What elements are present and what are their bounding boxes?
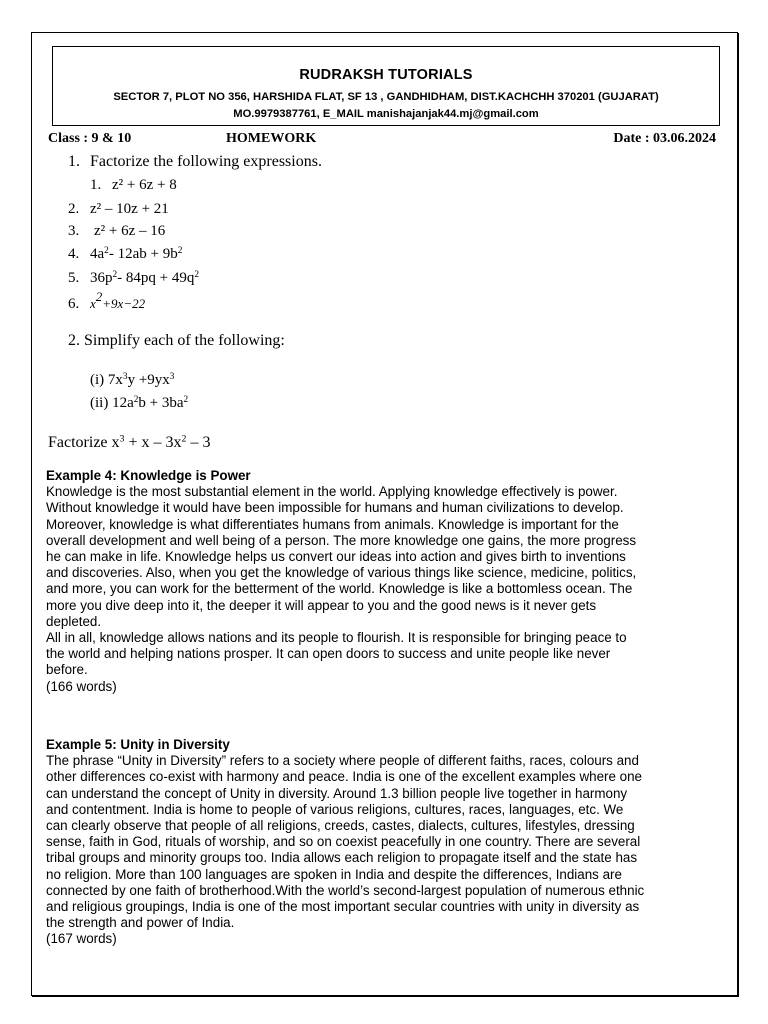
- example-4-line: Without knowledge it would have been impossible for humans and human civilizations to develop.: [46, 500, 624, 516]
- example-5-line: the strength and power of India.: [46, 915, 235, 931]
- example-4-line: depleted.: [46, 613, 102, 629]
- question-1-text: Factorize the following expressions.: [90, 153, 322, 170]
- q1-item-3-expr: z² + 6z – 16: [94, 223, 166, 239]
- example-4-heading: Example 4: Knowledge is Power: [46, 468, 251, 483]
- example-5-line: tribal groups and minority groups too. India allows each religion to propagate itself and the state has: [46, 850, 638, 866]
- q1-item-1: 1. z² + 6z + 8: [90, 177, 177, 193]
- example-5-word-count: (167 words): [46, 931, 117, 947]
- example-5-line: no religion. More than 100 languages are spoken in India and despite the differences, Indians are: [46, 866, 622, 882]
- example-5-line: can clearly observe that people of all religions, creeds, castes, dialects, cultures, lifestyles, dressing: [46, 818, 635, 834]
- example-4-line: overall development and well being of a person. The more knowledge one gains, the more progress: [46, 532, 637, 548]
- question-3: Factorize $x^3 + x - 3x^2 - 3$: [48, 433, 211, 451]
- institute-title: RUDRAKSH TUTORIALS: [299, 67, 473, 83]
- question-1-number: 1.: [68, 153, 80, 170]
- homework-label: HOMEWORK: [226, 131, 317, 146]
- header-box: [52, 46, 720, 126]
- q1-item-2: 2. z² – 10z + 21: [68, 201, 169, 217]
- example-5-line: and religious groupings, India is one of the most important secular countries with unity in diversity as: [46, 899, 640, 915]
- example-5: [46, 737, 726, 948]
- q1-item-3: 3. z² + 6z – 16: [68, 223, 166, 239]
- example-5-line: and contentment. India is home to people of various religions, cultures, races, languages, etc. We: [46, 801, 624, 817]
- q1-item-5: 5. $36p^2-$ $84pq + 49q^2$: [68, 269, 200, 286]
- example-4-line: he can make in life. Knowledge helps us convert our ideas into action and gives birth to inventions: [46, 549, 626, 565]
- q2-item-i: (i) $7x^3y +9yx^3$: [90, 371, 175, 388]
- example-4-line: more you dive deep into it, the deeper it will appear to you and the good news is it never gets: [46, 597, 597, 613]
- example-4-line: and discoveries. Also, when you get the knowledge of various things like science, medicine, politics,: [46, 565, 637, 581]
- date-label: Date : 03.06.2024: [613, 131, 716, 146]
- example-5-line: The phrase “Unity in Diversity” refers to a society where people of different faiths, races, colours and: [46, 753, 639, 769]
- q1-item-6: 6. $x^2+9x-22$: [68, 288, 146, 312]
- question-1: [68, 153, 322, 171]
- q1-item-1-expr: z² + 6z + 8: [112, 177, 177, 193]
- example-5-line: connected by one faith of brotherhood.With the world’s second-largest population of numerous ethnic: [46, 882, 645, 898]
- example-4-line: Knowledge is the most substantial element in the world. Applying knowledge effectively is power.: [46, 484, 618, 500]
- q1-item-2-expr: z² – 10z + 21: [90, 201, 169, 217]
- q2-item-ii: (ii) $12a^2b + 3ba^2$: [90, 394, 189, 411]
- example-4-line: the world and helping nations prosper. It can open doors to success and unite people like never: [46, 646, 611, 662]
- example-5-heading: Example 5: Unity in Diversity: [46, 737, 230, 752]
- example-4-word-count: (166 words): [46, 678, 117, 694]
- institute-address: SECTOR 7, PLOT NO 356, HARSHIDA FLAT, SF 13 , GANDHIDHAM, DIST.KACHCHH 370201 (GUJARAT): [113, 91, 659, 103]
- example-5-line: sense, faith in God, rituals of worship, and so on coexist peacefully in one country. There are several: [46, 834, 641, 850]
- question-2: 2. Simplify each of the following:: [68, 332, 285, 349]
- example-4-line: before.: [46, 662, 88, 678]
- example-5-line: other differences co-exist with harmony and peace. India is one of the excellent examples where one: [46, 769, 642, 785]
- q1-item-4: 4. $4a^2-$ $12ab + 9b^2$: [68, 245, 183, 262]
- class-label: Class : 9 & 10: [48, 131, 132, 146]
- example-4: [46, 468, 726, 695]
- example-4-line: Moreover, knowledge is what differentiates humans from animals. Knowledge is important for the: [46, 516, 619, 532]
- institute-contact: MO.9979387761, E_MAIL manishajanjak44.mj@gmail.com: [233, 108, 539, 120]
- example-5-line: can understand the concept of Unity in diversity. Around 1.3 billion people live together in harmony: [46, 785, 628, 801]
- example-4-line: All in all, knowledge allows nations and its people to flourish. It is responsible for bringing peace to: [46, 630, 627, 646]
- example-4-line: and more, you can work for the betterment of the world. Knowledge is like a bottomless ocean. The: [46, 581, 633, 597]
